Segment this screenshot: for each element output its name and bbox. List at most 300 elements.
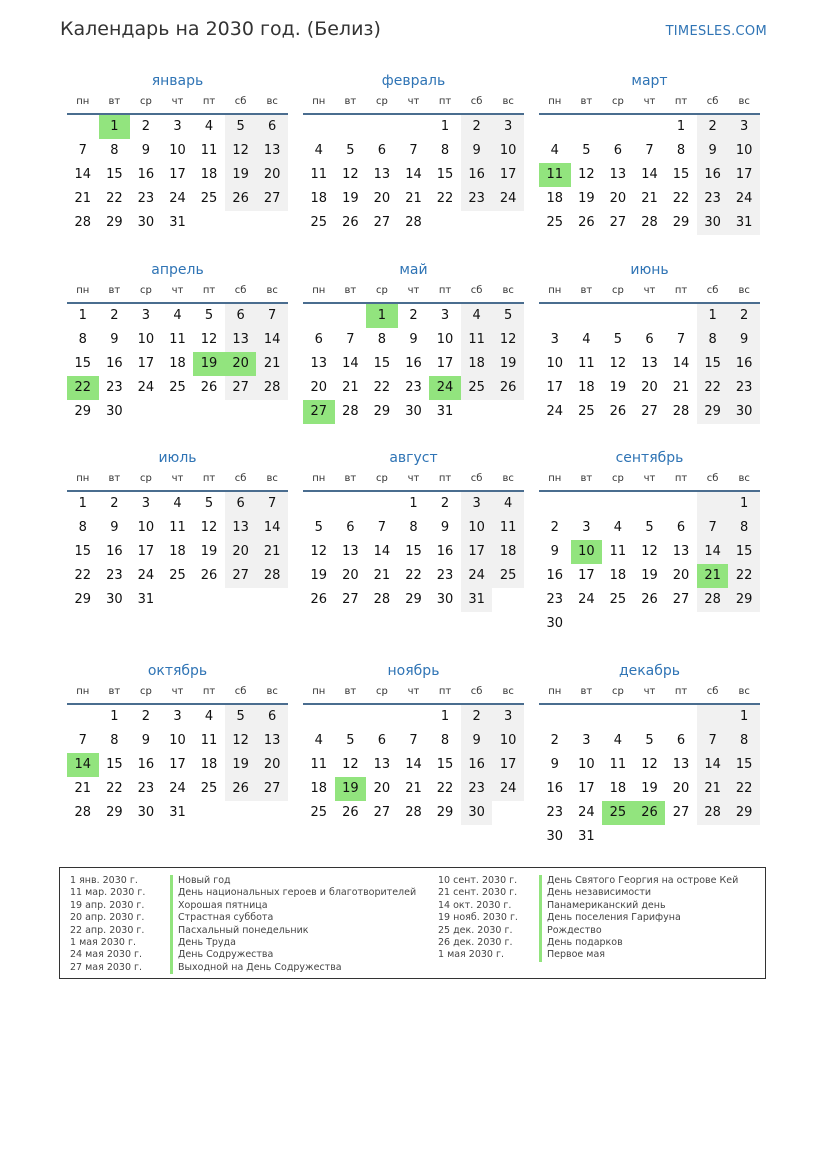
empty-cell [303,705,335,729]
day-cell: 5 [645,733,654,748]
legend-row [438,949,738,961]
legend-date: 19 нояб. 2030 г. [438,912,518,924]
weekday-label: вс [502,285,514,296]
day-cell: 31 [461,588,493,612]
day-cell: 31 [169,215,186,230]
day-cell: 14 [641,167,658,182]
weekday-label: чт [643,686,656,697]
holiday-day-cell: 1 [99,115,131,139]
day-cell: 9 [409,332,418,347]
day-cell: 21 [405,191,422,206]
day-cell: 29 [74,592,92,607]
day-cell: 22 [373,380,391,395]
weekday-label: сб [470,96,483,107]
weekday-label: пн [548,473,562,484]
day-cell: 29 [106,805,123,820]
day-cell: 2 [461,705,493,729]
legend-row [70,949,416,961]
day-cell: 31 [436,404,454,419]
empty-cell [398,115,430,139]
day-cell: 17 [546,380,564,395]
day-cell: 22 [672,191,690,206]
day-cell: 9 [697,139,729,163]
day-cell: 16 [106,544,123,559]
legend-date: 22 апр. 2030 г. [70,924,145,936]
weekday-label: чт [407,96,420,107]
month-name: январь [151,73,204,89]
day-cell: 26 [200,568,218,583]
holiday-day-cell: 22 [67,376,99,400]
day-cell: 26 [578,215,595,230]
day-cell: 12 [200,520,218,535]
legend-row [438,912,738,924]
day-cell: 26 [200,380,218,395]
weekday-label: пн [312,285,326,296]
day-cell: 30 [137,805,155,820]
day-cell: 29 [672,215,690,230]
day-cell: 8 [110,143,119,158]
day-cell: 23 [436,568,454,583]
weekday-label: ср [611,473,624,484]
legend-date: 24 мая 2030 г. [70,949,143,961]
month-11 [303,662,524,825]
day-cell: 8 [78,520,87,535]
day-cell: 17 [728,163,760,187]
day-cell: 24 [137,380,155,395]
day-cell: 10 [137,332,155,347]
day-cell: 25 [609,592,627,607]
day-cell: 17 [578,568,595,583]
weekday-label: пн [76,686,90,697]
day-cell: 29 [405,592,422,607]
day-cell: 30 [137,215,155,230]
day-cell: 26 [225,187,257,211]
day-cell: 5 [225,115,257,139]
day-cell: 18 [492,540,524,564]
day-cell: 4 [314,733,323,748]
weekday-label: вс [738,686,750,697]
day-cell: 19 [641,568,658,583]
day-cell: 26 [342,805,359,820]
day-cell: 5 [314,520,323,535]
day-cell: 17 [169,757,186,772]
legend-row [438,887,738,899]
day-cell: 2 [550,733,559,748]
weekday-label: пт [438,473,452,484]
legend-date: 1 мая 2030 г. [438,949,504,961]
day-cell: 4 [204,119,214,134]
weekday-label: сб [706,285,719,296]
day-cell: 4 [461,304,493,328]
day-grid [67,705,288,825]
month-3 [539,72,760,235]
day-cell: 13 [609,167,627,182]
day-cell: 8 [728,516,760,540]
day-cell: 9 [461,139,493,163]
weekday-label: пт [202,96,216,107]
month-name: февраль [381,73,446,89]
day-cell: 14 [697,540,729,564]
weekday-label: вс [502,686,514,697]
day-cell: 30 [436,592,454,607]
empty-cell [634,304,666,328]
day-cell: 28 [342,404,359,419]
day-cell: 12 [200,332,218,347]
site-link[interactable]: TIMESLES.COM [665,24,767,39]
day-cell: 25 [169,380,186,395]
day-grid [67,304,288,424]
legend-holiday-name: Рождество [539,925,602,937]
day-cell: 26 [310,592,328,607]
day-grid [67,115,288,235]
legend-row [438,925,738,937]
day-cell: 15 [436,167,454,182]
weekday-label: чт [407,473,420,484]
day-cell: 24 [546,404,564,419]
weekday-label: пт [202,285,216,296]
day-cell: 7 [256,492,288,516]
weekday-label: пт [202,473,216,484]
day-cell: 30 [106,404,123,419]
day-cell: 28 [373,592,391,607]
weekday-label: пн [76,473,90,484]
day-cell: 11 [461,328,493,352]
day-cell: 27 [373,215,391,230]
weekday-label: чт [171,686,184,697]
weekday-header [539,468,760,492]
day-cell: 15 [697,352,729,376]
day-cell: 30 [461,801,493,825]
weekday-header [539,681,760,705]
day-cell: 21 [256,540,288,564]
day-cell: 27 [672,592,690,607]
day-cell: 2 [461,115,493,139]
weekday-label: вт [344,473,357,484]
day-cell: 10 [492,139,524,163]
day-cell: 15 [728,540,760,564]
empty-cell [366,705,398,729]
day-cell: 10 [169,733,186,748]
day-cell: 10 [169,143,186,158]
month-name: март [631,73,668,89]
legend-date: 25 дек. 2030 г. [438,924,513,936]
day-cell: 6 [314,332,323,347]
day-cell: 18 [609,568,627,583]
legend-date: 19 апр. 2030 г. [70,899,145,911]
day-cell: 24 [461,564,493,588]
day-cell: 1 [78,496,87,511]
day-cell: 31 [169,805,186,820]
day-grid [67,492,288,612]
day-cell: 13 [225,516,257,540]
day-cell: 15 [106,167,123,182]
weekday-label: пт [674,473,688,484]
day-cell: 12 [342,757,359,772]
weekday-label: пт [438,96,452,107]
weekday-label: вс [502,96,514,107]
day-cell: 23 [405,380,422,395]
day-cell: 25 [546,215,564,230]
day-cell: 17 [578,781,595,796]
day-cell: 3 [582,733,591,748]
day-cell: 3 [550,332,559,347]
weekday-label: сб [706,96,719,107]
day-cell: 13 [225,328,257,352]
day-cell: 3 [582,520,591,535]
empty-cell [366,492,398,516]
day-cell: 7 [78,733,87,748]
day-cell: 30 [728,400,760,424]
day-cell: 23 [137,191,155,206]
weekday-label: вс [738,473,750,484]
weekday-label: вс [738,285,750,296]
day-cell: 6 [676,733,686,748]
day-cell: 13 [373,167,391,182]
day-cell: 29 [697,400,729,424]
holiday-day-cell: 11 [539,163,571,187]
day-cell: 15 [106,757,123,772]
day-cell: 11 [200,733,218,748]
legend-holiday-name: Страстная суббота [170,912,273,924]
month-9 [539,449,760,636]
weekday-label: пн [548,96,562,107]
holiday-day-cell: 1 [366,304,398,328]
weekday-label: вт [580,285,593,296]
day-cell: 9 [728,328,760,352]
day-cell: 27 [609,215,627,230]
empty-cell [665,705,697,729]
weekday-label: чт [171,285,184,296]
day-cell: 19 [310,568,328,583]
day-cell: 20 [225,540,257,564]
day-cell: 7 [377,520,387,535]
holiday-legend [59,867,766,979]
day-cell: 27 [225,376,257,400]
day-cell: 1 [78,308,87,323]
day-cell: 14 [405,167,422,182]
day-cell: 27 [256,777,288,801]
weekday-label: сб [234,285,247,296]
day-cell: 22 [106,191,123,206]
day-cell: 10 [492,729,524,753]
day-cell: 8 [676,143,686,158]
day-cell: 25 [200,781,218,796]
day-cell: 5 [346,733,355,748]
weekday-label: вс [266,96,278,107]
weekday-label: вт [108,686,121,697]
weekday-label: ср [139,285,152,296]
empty-cell [67,115,99,139]
day-cell: 3 [440,308,450,323]
day-cell: 20 [641,380,658,395]
day-cell: 9 [550,544,559,559]
legend-row [70,962,416,974]
day-grid [539,705,760,849]
day-cell: 24 [169,781,186,796]
day-cell: 23 [546,592,564,607]
day-cell: 12 [641,757,658,772]
weekday-label: вт [344,686,357,697]
empty-cell [335,492,367,516]
day-cell: 1 [440,119,450,134]
weekday-label: чт [171,473,184,484]
day-cell: 9 [461,729,493,753]
day-cell: 31 [137,592,155,607]
day-cell: 7 [697,729,729,753]
day-cell: 18 [169,356,186,371]
day-cell: 16 [546,568,564,583]
weekday-label: пн [76,285,90,296]
holiday-day-cell: 10 [571,540,603,564]
empty-cell [366,115,398,139]
empty-cell [571,705,603,729]
empty-cell [539,492,571,516]
weekday-header [539,91,760,115]
day-cell: 5 [492,304,524,328]
day-cell: 19 [225,163,257,187]
day-cell: 17 [492,753,524,777]
day-cell: 24 [728,187,760,211]
weekday-label: чт [407,686,420,697]
day-cell: 13 [672,757,690,772]
day-cell: 16 [405,356,422,371]
day-cell: 4 [582,332,591,347]
day-cell: 5 [225,705,257,729]
day-cell: 9 [141,143,151,158]
day-cell: 18 [546,191,564,206]
legend-date: 21 сент. 2030 г. [438,887,518,899]
month-name: август [389,450,438,466]
day-cell: 21 [672,380,690,395]
day-cell: 1 [440,709,450,724]
day-cell: 11 [169,332,186,347]
weekday-label: чт [643,285,656,296]
day-cell: 15 [728,753,760,777]
legend-date: 14 окт. 2030 г. [438,899,512,911]
day-cell: 20 [672,568,690,583]
day-cell: 28 [641,215,658,230]
weekday-label: вс [266,686,278,697]
day-cell: 5 [613,332,623,347]
weekday-header [303,280,524,304]
day-cell: 17 [461,540,493,564]
legend-holiday-name: День подарков [539,937,623,949]
day-cell: 8 [440,733,450,748]
empty-cell [398,705,430,729]
empty-cell [634,115,666,139]
day-cell: 15 [373,356,391,371]
day-cell: 18 [200,757,218,772]
day-cell: 1 [697,304,729,328]
day-cell: 6 [377,733,387,748]
day-cell: 24 [578,805,595,820]
month-7 [67,449,288,612]
day-cell: 24 [137,568,155,583]
day-cell: 20 [256,163,288,187]
weekday-header [67,91,288,115]
day-cell: 27 [373,805,391,820]
weekday-label: сб [706,473,719,484]
day-cell: 4 [173,496,182,511]
weekday-header [303,91,524,115]
weekday-label: чт [643,96,656,107]
day-cell: 13 [256,729,288,753]
legend-holiday-name: День независимости [539,887,651,899]
legend-holiday-name: Выходной на День Содружества [170,962,342,974]
day-cell: 30 [546,616,564,631]
day-cell: 14 [672,356,690,371]
day-cell: 16 [461,753,493,777]
day-cell: 8 [728,729,760,753]
day-cell: 7 [645,143,654,158]
day-cell: 23 [728,376,760,400]
day-cell: 1 [728,492,760,516]
day-cell: 29 [728,801,760,825]
legend-holiday-name: День Святого Георгия на острове Кей [539,875,738,887]
day-cell: 22 [728,777,760,801]
day-cell: 14 [342,356,359,371]
weekday-label: ср [375,473,388,484]
weekday-label: сб [470,285,483,296]
day-cell: 28 [405,215,422,230]
day-cell: 12 [578,167,595,182]
weekday-label: сб [470,473,483,484]
empty-cell [665,492,697,516]
weekday-label: пн [312,686,326,697]
weekday-label: ср [375,686,388,697]
day-cell: 6 [377,143,387,158]
month-name: ноябрь [387,663,440,679]
day-cell: 14 [256,516,288,540]
legend-holiday-name: Пасхальный понедельник [170,925,309,937]
weekday-label: пн [312,96,326,107]
legend-row [70,912,416,924]
day-cell: 20 [609,191,627,206]
legend-date: 20 апр. 2030 г. [70,912,145,924]
legend-date: 1 мая 2030 г. [70,936,136,948]
month-2 [303,72,524,235]
day-cell: 19 [225,753,257,777]
holiday-day-cell: 21 [697,564,729,588]
day-cell: 15 [74,544,92,559]
day-cell: 23 [106,380,123,395]
weekday-label: пн [312,473,326,484]
weekday-label: ср [611,96,624,107]
legend-column-right [438,875,738,962]
day-cell: 7 [409,733,418,748]
weekday-header [539,280,760,304]
day-cell: 13 [373,757,391,772]
day-cell: 19 [200,544,218,559]
empty-cell [539,705,571,729]
legend-row [70,925,416,937]
day-cell: 17 [436,356,454,371]
weekday-label: вт [344,96,357,107]
empty-cell [602,492,634,516]
day-cell: 23 [137,781,155,796]
day-cell: 29 [74,404,92,419]
day-cell: 2 [440,496,450,511]
holiday-day-cell: 19 [335,777,367,801]
day-cell: 22 [436,191,454,206]
holiday-day-cell: 14 [67,753,99,777]
month-4 [67,261,288,424]
weekday-label: сб [234,686,247,697]
day-cell: 17 [169,167,186,182]
day-cell: 13 [310,356,328,371]
day-cell: 24 [492,777,524,801]
weekday-label: вс [502,473,514,484]
